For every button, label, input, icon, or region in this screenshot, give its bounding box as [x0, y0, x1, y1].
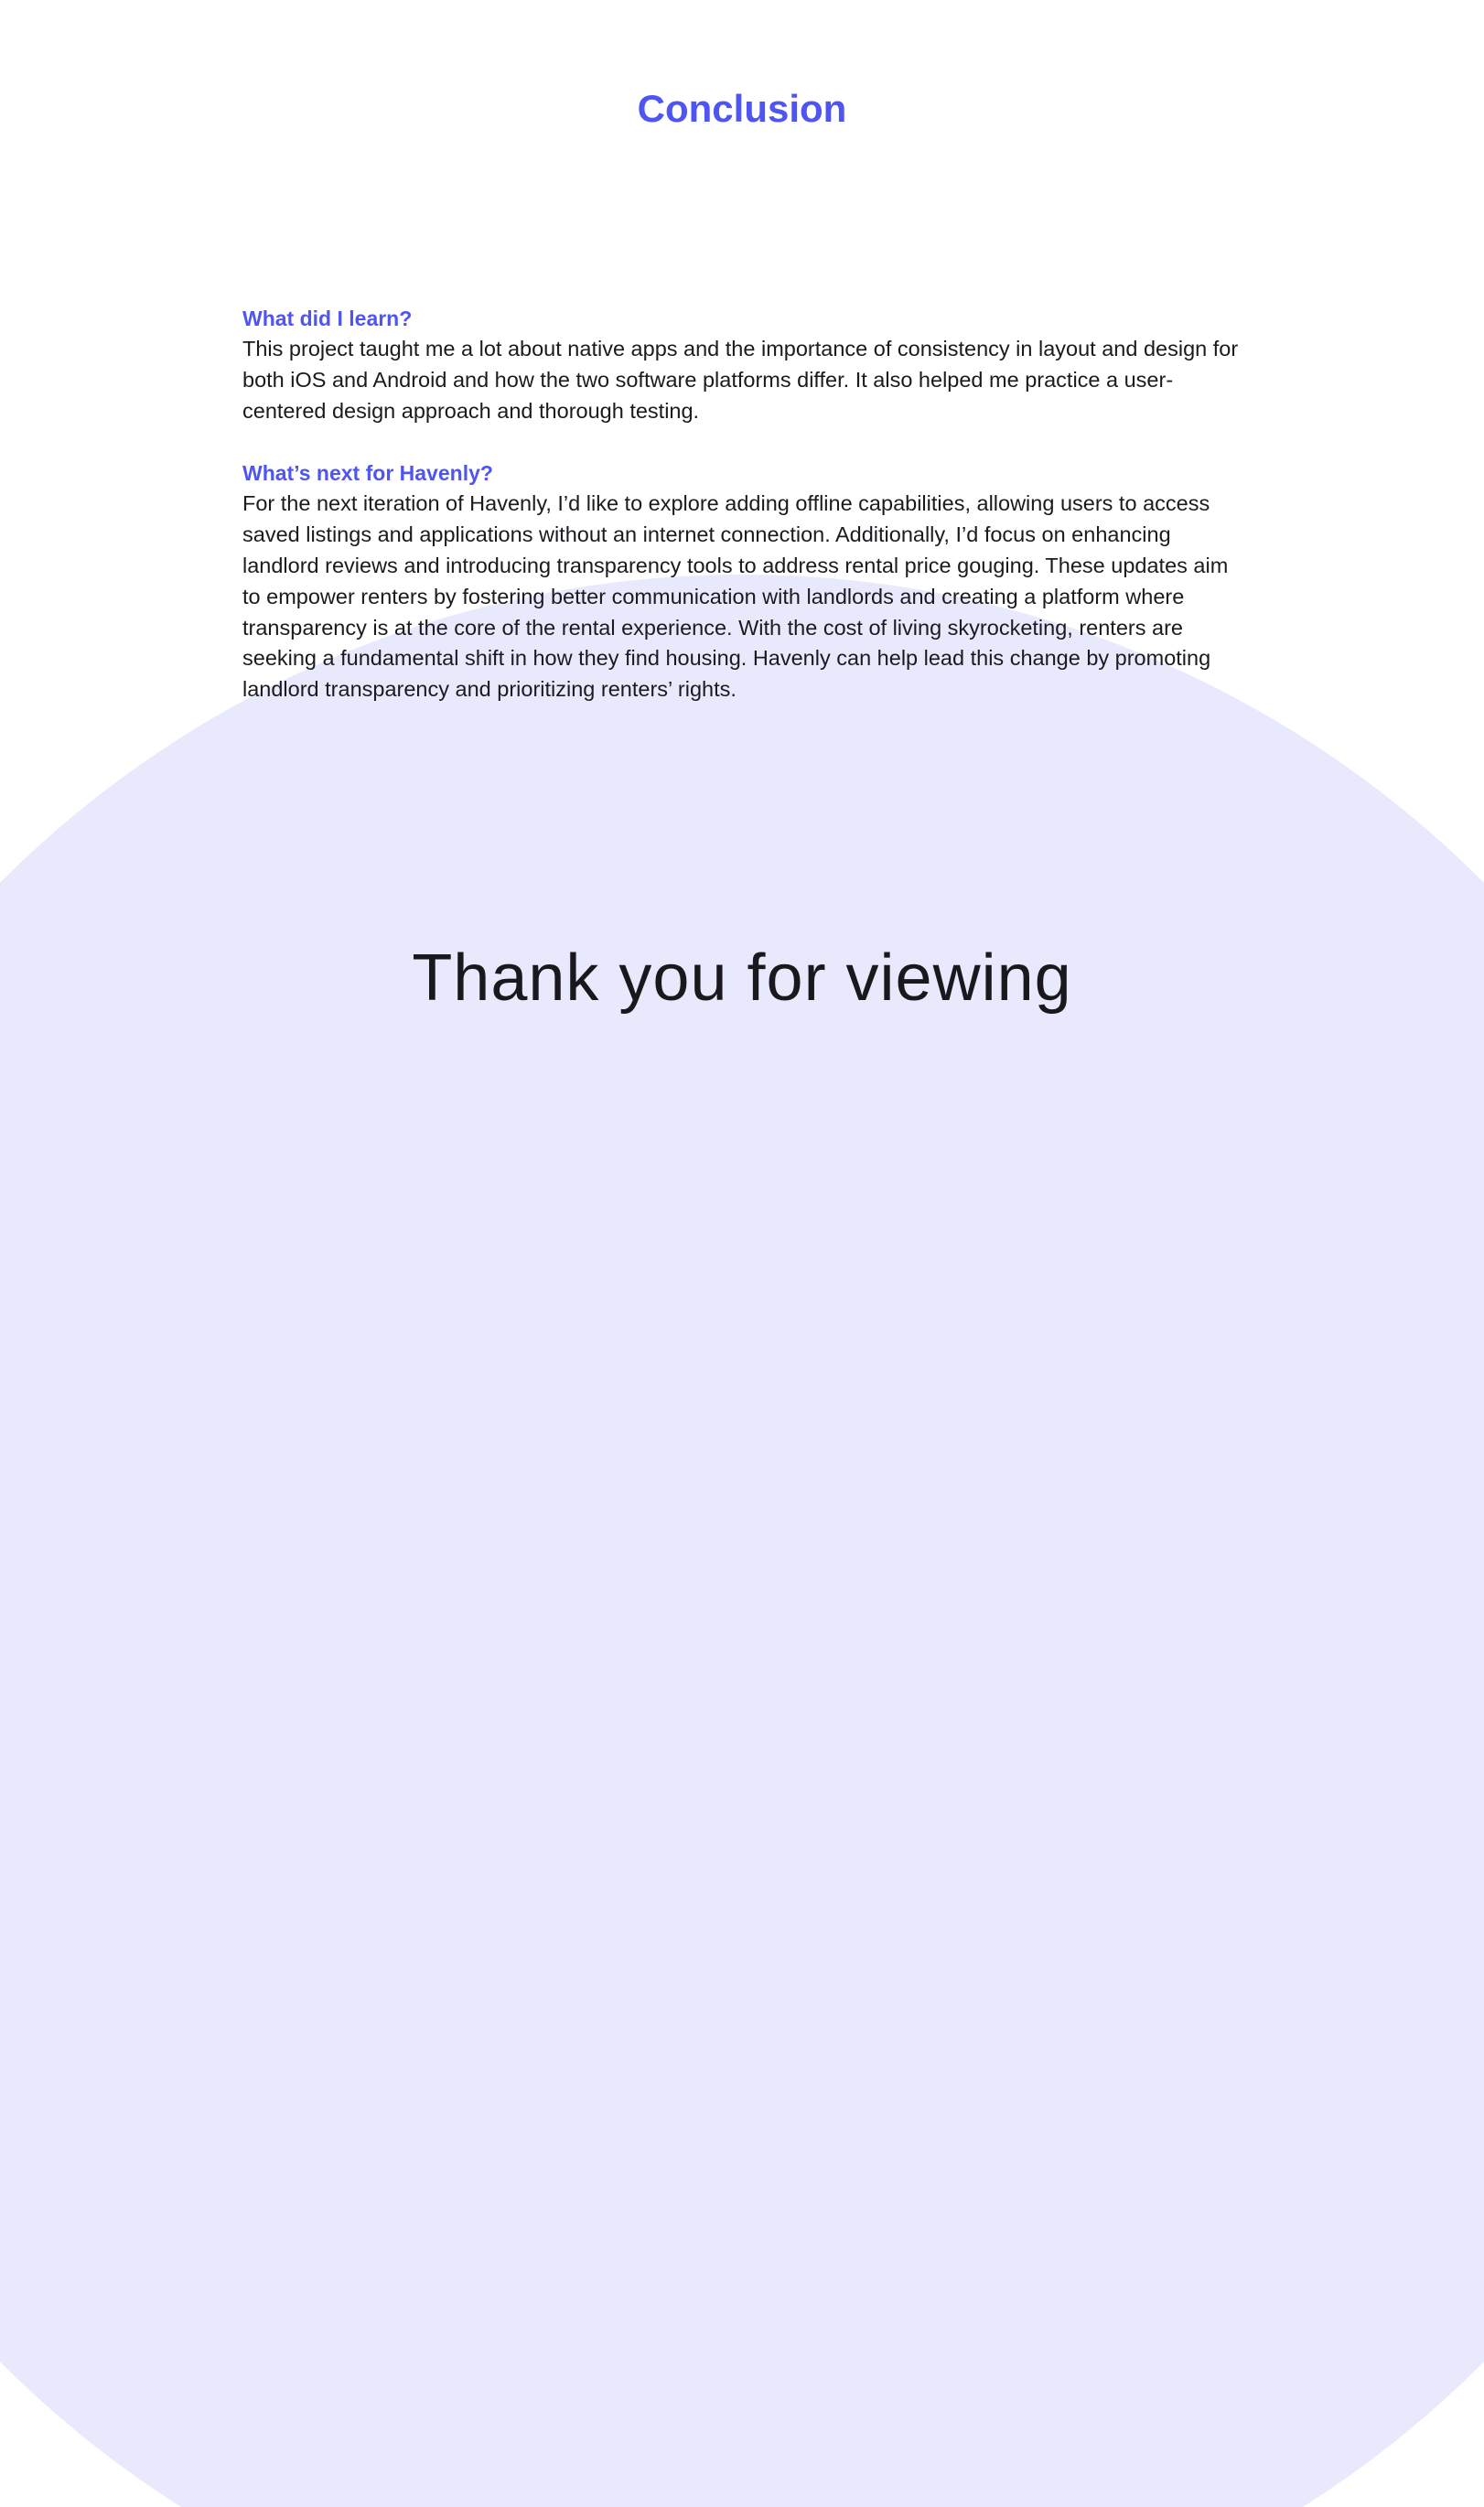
- next-steps-section: [242, 457, 1249, 705]
- next-steps-body: For the next iteration of Havenly, I’d like to explore adding offline capabilities, allowing users to access saved listings and applications without an internet connection. Additionally, I’d focus on enhancing landlord reviews and introducing transparency tools to address rental price gouging. These updates aim to empower renters by fostering better communication with landlords and creating a platform where transparency is at the core of the rental experience. With the cost of living skyrocketing, renters are seeking a fundamental shift in how they find housing. Havenly can help lead this change by promoting landlord transparency and prioritizing renters’ rights.: [242, 491, 1229, 702]
- page-title: Conclusion: [637, 87, 847, 130]
- learnings-section: [242, 303, 1249, 426]
- background-arc: [0, 575, 1484, 2507]
- conclusion-content: [242, 303, 1249, 737]
- next-steps-heading: What’s next for Havenly?: [242, 461, 493, 486]
- learnings-body: This project taught me a lot about native apps and the importance of consistency in layout and design for both iOS and Android and how the two software platforms differ. It also helped me practice a user-centered design approach and thorough testing.: [242, 337, 1239, 423]
- closing-message: Thank you for viewing: [412, 941, 1072, 1015]
- learnings-heading: What did I learn?: [242, 307, 413, 330]
